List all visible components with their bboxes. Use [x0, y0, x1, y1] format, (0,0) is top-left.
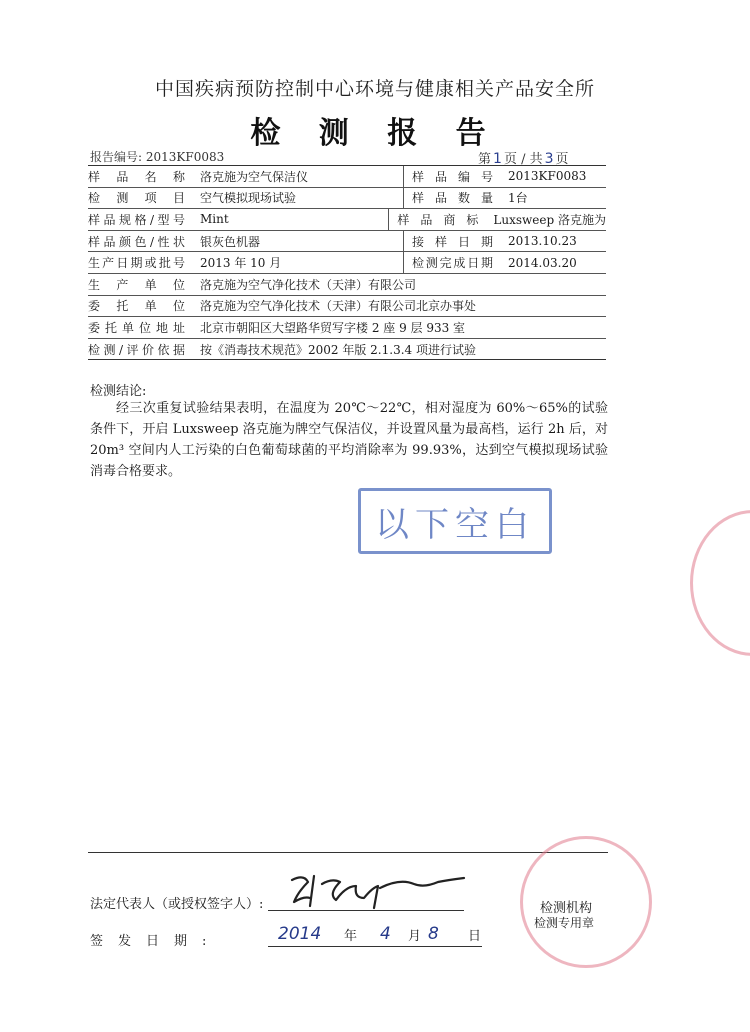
issue-date-label: 签发日期: — [90, 934, 222, 949]
issue-year: 2014 — [278, 924, 322, 944]
field-label: 委托单位地址 — [88, 320, 186, 335]
signature-divider — [88, 852, 608, 853]
field-value: Mint — [194, 209, 389, 230]
field-label: 生产单位 — [88, 277, 186, 292]
blank-below-stamp: 以下空白 — [358, 488, 552, 554]
issue-month: 4 — [380, 924, 391, 944]
field-label: 样品数量 — [412, 191, 494, 206]
page-suffix: 页 — [555, 152, 569, 167]
field-value: Luxsweep 洛克施为 — [493, 212, 606, 227]
field-value: 1台 — [508, 191, 528, 206]
day-unit: 日 — [468, 929, 482, 944]
conclusion-text: 经三次重复试验结果表明，在温度为 20℃～22℃，相对湿度为 60%～65%的试验条件下，开启 Luxsweep 洛克施为牌空气保洁仪，并设置风量为最高档，运行 2h 后，对 20m³ 空间内人工污染的白色葡萄球菌的平均消除率为 99.93%，达到空气模拟现场试验消毒合格要求。 — [90, 401, 608, 479]
field-label: 样品商标 — [397, 212, 480, 227]
report-number-label: 报告编号: — [90, 150, 143, 164]
field-label: 检测/评价依据 — [88, 342, 186, 357]
table-row — [88, 188, 606, 210]
table-row — [88, 317, 606, 339]
institute-name: 中国疾病预防控制中心环境与健康相关产品安全所 — [154, 78, 595, 100]
table-row — [88, 209, 606, 231]
table-row — [88, 252, 606, 274]
field-value: 洛克施为空气净化技术（天津）有限公司 — [200, 277, 417, 292]
field-value: 按《消毒技术规范》2002 年版 2.1.3.4 项进行试验 — [200, 342, 476, 357]
authorized-signatory-label: 法定代表人（或授权签字人）: — [90, 897, 264, 912]
sample-info-table — [88, 165, 606, 360]
side-seal-icon — [690, 510, 750, 656]
table-row — [88, 231, 606, 253]
issue-day: 8 — [428, 924, 439, 944]
table-row — [88, 339, 606, 360]
testing-seal-label: 检测专用章 — [534, 916, 595, 930]
field-value: 2013.10.23 — [508, 234, 577, 249]
testing-institution-label: 检测机构 — [540, 901, 593, 916]
table-row — [88, 296, 606, 318]
month-unit: 月 — [408, 929, 422, 944]
report-number — [90, 148, 224, 165]
field-value: 空气模拟现场试验 — [194, 188, 404, 209]
report-number-value: 2013KF0083 — [145, 150, 225, 164]
field-value: 北京市朝阳区大望路华贸写字楼 2 座 9 层 933 室 — [200, 320, 466, 335]
page-prefix: 第 — [478, 152, 492, 167]
field-value: 银灰色机器 — [194, 231, 404, 252]
field-label: 检测完成日期 — [412, 256, 494, 271]
table-row — [88, 274, 606, 296]
handwritten-signature-icon — [270, 866, 470, 914]
page-total: 3 — [544, 151, 554, 167]
field-label: 接样日期 — [412, 234, 494, 249]
field-value: 洛克施为空气保洁仪 — [194, 166, 404, 187]
field-label: 样品颜色/性状 — [88, 234, 186, 249]
field-label: 生产日期或批号 — [88, 256, 186, 271]
field-value: 2013KF0083 — [508, 169, 587, 184]
year-unit: 年 — [344, 929, 358, 944]
field-value: 2014.03.20 — [508, 255, 577, 270]
conclusion-label: 检测结论: — [90, 384, 147, 399]
field-label: 样品编号 — [412, 169, 494, 184]
field-label: 样品名称 — [88, 169, 186, 184]
table-row — [88, 166, 606, 188]
issue-date — [268, 922, 482, 947]
report-title: 检 测 报 告 — [250, 116, 500, 151]
page-mid: 页 / 共 — [503, 152, 543, 167]
field-label: 委托单位 — [88, 299, 186, 314]
page-number: 1 — [493, 151, 502, 167]
official-seal-icon — [520, 836, 652, 968]
field-value: 洛克施为空气净化技术（天津）有限公司北京办事处 — [200, 299, 477, 314]
field-value: 2013 年 10 月 — [194, 252, 404, 273]
field-label: 检测项目 — [88, 191, 186, 206]
field-label: 样品规格/型号 — [88, 212, 186, 227]
